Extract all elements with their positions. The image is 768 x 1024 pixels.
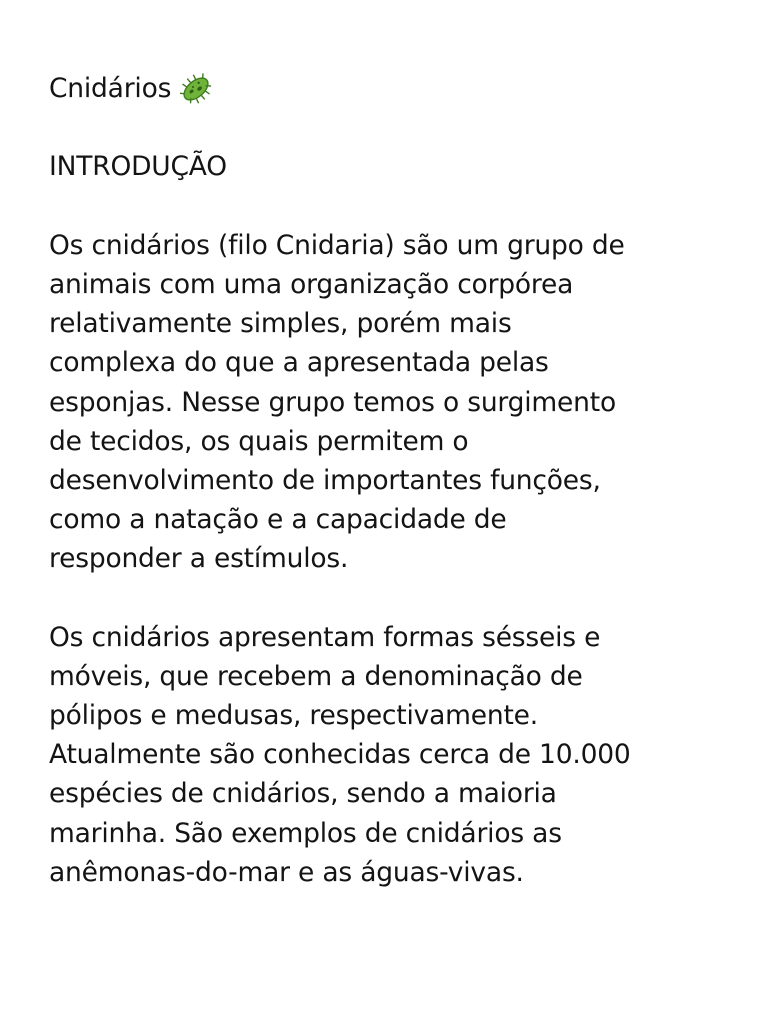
document-title: Cnidários <box>49 73 172 104</box>
paragraph-line: de tecidos, os quais permitem o <box>49 425 469 457</box>
document-title-row <box>49 69 729 108</box>
paragraph-line: pólipos e medusas, respectivamente. <box>49 700 539 731</box>
paragraph-line: móveis, que recebem a denominação de <box>49 660 583 692</box>
paragraph-line: esponjas. Nesse grupo temos o surgimento <box>49 386 616 418</box>
spacer <box>49 187 729 226</box>
spacer <box>49 108 729 147</box>
paragraph <box>49 226 729 579</box>
document-page <box>49 69 729 892</box>
spacer <box>49 578 729 617</box>
microbe-icon <box>180 73 212 105</box>
paragraph-line: desenvolvimento de importantes funções, <box>49 464 601 496</box>
paragraph <box>49 618 729 892</box>
paragraph-line: complexa do que a apresentada pelas <box>49 347 549 379</box>
paragraph-line: Os cnidários apresentam formas sésseis e <box>49 621 601 653</box>
paragraph-line: marinha. São exemplos de cnidários as <box>49 817 562 849</box>
paragraph-line: anêmonas-do-mar e as águas-vivas. <box>49 856 524 888</box>
paragraph-line: animais com uma organização corpórea <box>49 268 574 300</box>
section-heading: INTRODUÇÃO <box>49 151 227 183</box>
paragraph-line: espécies de cnidários, sendo a maioria <box>49 778 557 810</box>
paragraph-line: relativamente simples, porém mais <box>49 308 512 340</box>
paragraph-line: Os cnidários (filo Cnidaria) são um grupo de <box>49 229 625 261</box>
paragraph-line: Atualmente são conhecidas cerca de 10.000 <box>49 739 631 771</box>
paragraph-line: responder a estímulos. <box>49 543 349 575</box>
paragraph-line: como a natação e a capacidade de <box>49 504 507 536</box>
